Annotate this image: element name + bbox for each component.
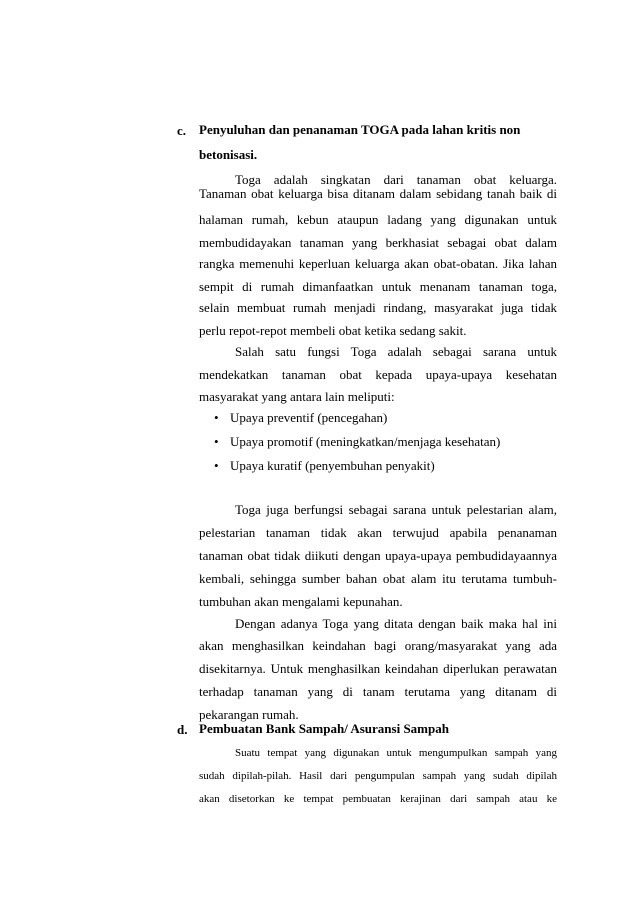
section-c-title-line1: Penyuluhan dan penanaman TOGA pada lahan kritis non [199, 122, 521, 137]
para2-line: masyarakat yang antara lain meliputi: [199, 389, 395, 404]
para4-line: akan menghasilkan keindahan bagi orang/masyarakat yang ada [199, 638, 557, 653]
bullet-marker: • [214, 410, 219, 425]
section-c-title-line2: betonisasi. [199, 147, 258, 162]
para1-line: selain membuat rumah menjadi rindang, masyarakat juga tidak [199, 300, 557, 315]
para5-line: sudah dipilah-pilah. Hasil dari pengumpulan sampah yang sudah dipilah [199, 770, 557, 782]
section-d-marker: d. [177, 722, 188, 737]
para3-line: tanaman obat tidak diikuti dengan upaya-upaya pembudidayaannya [199, 548, 557, 563]
section-d-title: Pembuatan Bank Sampah/ Asuransi Sampah [199, 721, 449, 736]
section-c-marker: c. [177, 123, 187, 138]
para1-line: Toga adalah singkatan dari tanaman obat keluarga. [235, 172, 557, 187]
para1-line: perlu repot-repot membeli obat ketika sedang sakit. [199, 323, 467, 338]
para1-line: halaman rumah, kebun ataupun ladang yang digunakan untuk [199, 212, 557, 227]
bullet-marker: • [214, 458, 219, 473]
para4-line: terhadap tanaman yang di tanam terutama yang ditanam di [199, 684, 557, 699]
para3-line: Toga juga berfungsi sebagai sarana untuk pelestarian alam, [235, 502, 557, 517]
para2-line: mendekatkan tanaman obat kepada upaya-upaya kesehatan [199, 367, 557, 382]
para3-line: pelestarian tanaman tidak akan terwujud apabila penanaman [199, 525, 557, 540]
bullet-item: Upaya kuratif (penyembuhan penyakit) [230, 458, 435, 473]
para5-line: Suatu tempat yang digunakan untuk mengumpulkan sampah yang [235, 747, 557, 759]
bullet-item: Upaya preventif (pencegahan) [230, 410, 388, 425]
para5-line: akan disetorkan ke tempat pembuatan kerajinan dari sampah atau ke [199, 793, 557, 805]
bullet-marker: • [214, 434, 219, 449]
para1-line: sempit di rumah dimanfaatkan untuk menanam tanaman toga, [199, 279, 557, 294]
para1-line: rangka memenuhi keperluan keluarga akan obat-obatan. Jika lahan [199, 256, 557, 271]
para3-line: kembali, sehingga sumber bahan obat alam itu terutama tumbuh- [199, 571, 557, 586]
para3-line: tumbuhan akan mengalami kepunahan. [199, 594, 403, 609]
para4-line: pekarangan rumah. [199, 707, 299, 722]
para4-line: disekitarnya. Untuk menghasilkan keindahan diperlukan perawatan [199, 661, 557, 676]
para1-line: Tanaman obat keluarga bisa ditanam dalam sebidang tanah baik di [199, 186, 557, 201]
bullet-item: Upaya promotif (meningkatkan/menjaga kesehatan) [230, 434, 501, 449]
para2-line: Salah satu fungsi Toga adalah sebagai sarana untuk [235, 344, 557, 359]
para1-line: membudidayakan tanaman yang berkhasiat sebagai obat dalam [199, 235, 557, 250]
para4-line: Dengan adanya Toga yang ditata dengan baik maka hal ini [235, 616, 557, 631]
